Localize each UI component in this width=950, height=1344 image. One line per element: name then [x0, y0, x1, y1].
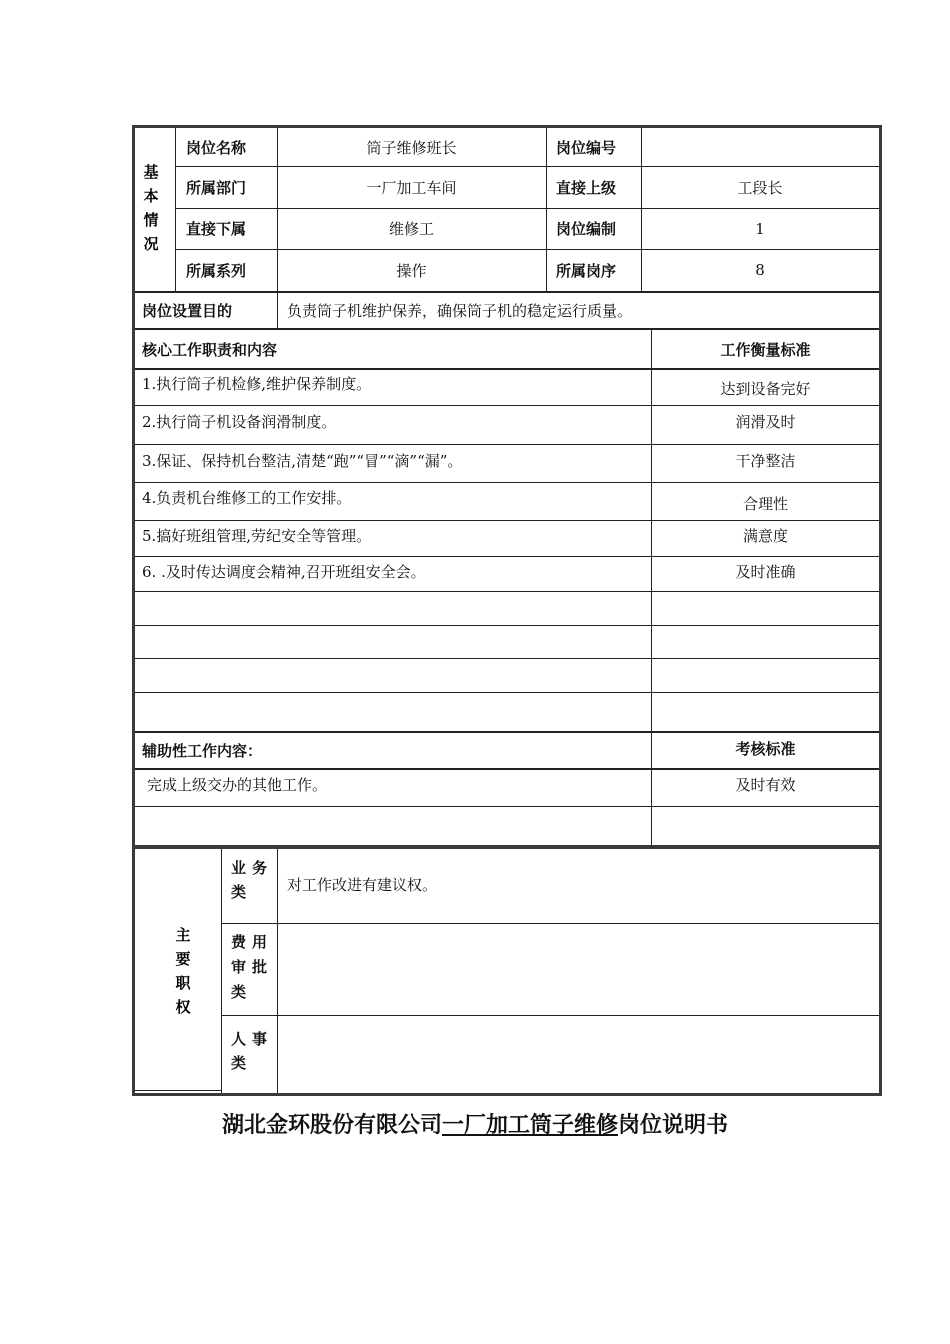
- label-headcount: 岗位编制: [556, 220, 617, 238]
- core-duty-item: 2.执行筒子机设备润滑制度。: [142, 412, 337, 431]
- power-category-text: 对工作改进有建议权。: [287, 875, 438, 894]
- core-duty-standard: 润滑及时: [735, 412, 796, 431]
- value-rank-order: 8: [755, 261, 765, 279]
- power-category-label: 业务类: [231, 859, 274, 901]
- core-duty-standard: 满意度: [742, 526, 788, 545]
- value-department: 一厂加工车间: [366, 178, 457, 197]
- label-series: 所属系列: [186, 261, 247, 280]
- core-duty-item: 6. .及时传达调度会精神,召开班组安全会。: [142, 562, 426, 581]
- value-direct-subordinate: 维修工: [388, 220, 434, 238]
- title-company: 湖北金环股份有限公司: [221, 1113, 442, 1138]
- core-duties-header: 核心工作职责和内容: [142, 340, 278, 359]
- title-suffix: 岗位说明书: [618, 1113, 729, 1138]
- title-unit: 一厂加工筒子维修: [441, 1113, 618, 1138]
- label-position-code: 岗位编号: [556, 138, 617, 157]
- aux-duty-standard: 及时有效: [735, 775, 796, 794]
- power-category-text: [287, 1027, 877, 1055]
- value-position-name: 筒子维修班长: [366, 138, 457, 157]
- aux-duty-item: 完成上级交办的其他工作。: [147, 775, 328, 794]
- aux-duties-header: 辅助性工作内容：: [142, 742, 263, 760]
- main-powers-label: 主要职权: [175, 926, 191, 1016]
- basic-info-label: 基本情况: [143, 163, 159, 253]
- core-duty-item: 5.搞好班组管理,劳纪安全等管理。: [142, 526, 372, 545]
- label-direct-superior: 直接上级: [556, 178, 617, 197]
- label-purpose: 岗位设置目的: [142, 302, 233, 320]
- value-series: 操作: [396, 261, 427, 280]
- label-position-name: 岗位名称: [186, 138, 247, 157]
- value-position-code: [641, 128, 879, 166]
- power-category-label: 费用审批类: [231, 933, 274, 1001]
- document-title: [0, 1108, 950, 1139]
- value-direct-superior: 工段长: [737, 178, 783, 197]
- core-standard-header: 工作衡量标准: [720, 340, 811, 359]
- core-duty-standard: 及时准确: [735, 562, 796, 581]
- core-duty-standard: 达到设备完好: [720, 380, 811, 398]
- aux-standard-header: 考核标准: [735, 739, 796, 758]
- core-duty-standard: 合理性: [742, 494, 788, 513]
- core-duty-item: 4.负责机台维修工的工作安排。: [142, 488, 352, 507]
- core-duty-standard: 干净整洁: [735, 451, 796, 470]
- power-category-label: 人事类: [231, 1030, 274, 1072]
- core-duty-item: 3.保证、保持机台整洁,清楚“跑”“冒”“滴”“漏”。: [142, 451, 463, 470]
- label-rank-order: 所属岗序: [556, 261, 617, 280]
- core-duty-item: 1.执行筒子机检修,维护保养制度。: [142, 374, 372, 393]
- label-department: 所属部门: [186, 178, 247, 197]
- value-purpose: 负责筒子机维护保养，确保筒子机的稳定运行质量。: [287, 302, 633, 320]
- value-headcount: 1: [755, 219, 765, 238]
- label-direct-subordinate: 直接下属: [186, 220, 247, 238]
- power-category-text: [287, 930, 877, 958]
